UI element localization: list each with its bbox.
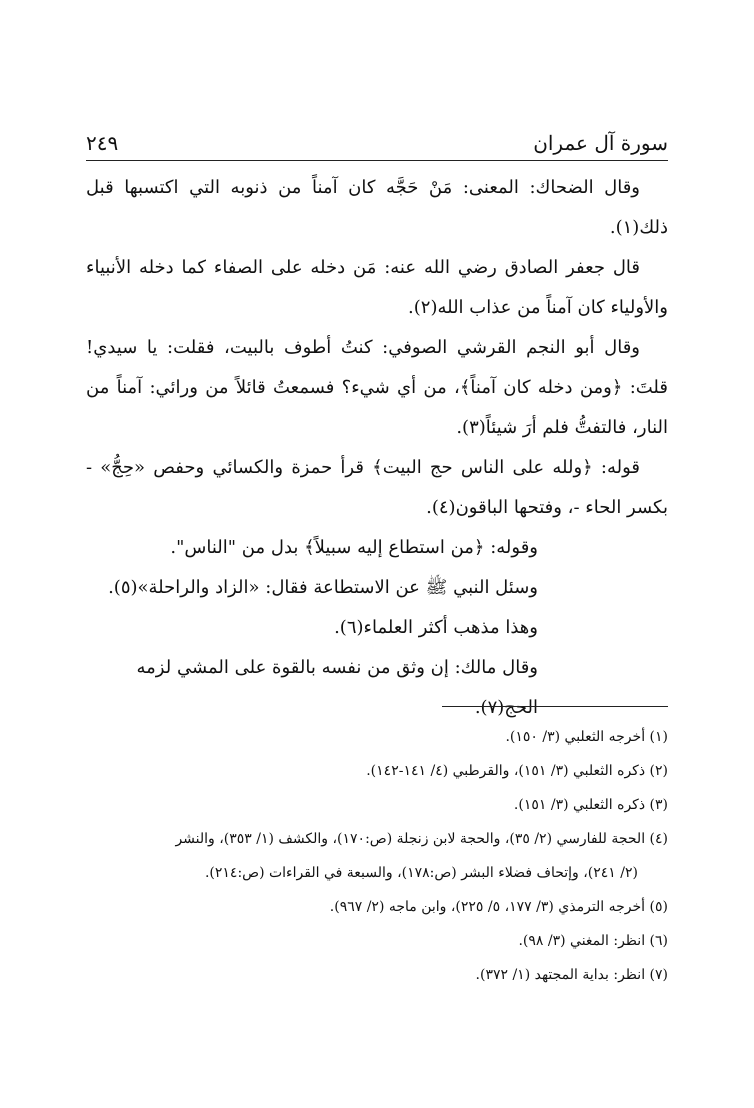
paragraph-abu-najm: وقال أبو النجم القرشي الصوفي: كنتُ أطوف بالبيت، فقلت: يا سيدي! قلتَ: ﴿ومن دخله كان آمناً﴾، من أي شيء؟ فسمعتُ قائلاً من ورائي: آمناً من النار، فالتفتُّ فلم أرَ شيئاً(٣). <box>86 337 668 438</box>
footnote-4-continued: (٢/ ٢٤١)، وإتحاف فضلاء البشر (ص:١٧٨)، والسبعة في القراءات (ص:٢١٤). <box>204 865 638 881</box>
footnote-2: (٢) ذكره الثعلبي (٣/ ١٥١)، والقرطبي (٤/ ١٤١-١٤٢). <box>366 763 668 779</box>
paragraph-malik: وقال مالك: إن وثق من نفسه بالقوة على المشي لزمه الحج(٧). <box>136 657 538 718</box>
page-number: ٢٤٩ <box>86 131 119 155</box>
header-title: سورة آل عمران <box>533 131 668 155</box>
footnote-1: (١) أخرجه الثعلبي (٣/ ١٥٠). <box>505 729 668 745</box>
paragraph-dahhak: وقال الضحاك: المعنى: مَنْ حَجَّه كان آمناً من ذنوبه التي اكتسبها قبل ذلك(١). <box>86 177 668 238</box>
footnote-4: (٤) الحجة للفارسي (٢/ ٣٥)، والحجة لابن زنجلة (ص:١٧٠)، والكشف (١/ ٣٥٣)، والنشر <box>175 831 668 847</box>
footnote-5: (٥) أخرجه الترمذي (٣/ ١٧٧، ٥/ ٢٢٥)، وابن ماجه (٢/ ٩٦٧). <box>329 899 668 915</box>
paragraph-hajj-reading: قوله: ﴿ولله على الناس حج البيت﴾ قرأ حمزة والكسائي وحفص «حِجُّ» - بكسر الحاء -، وفتحها الباقون(٤). <box>86 457 668 518</box>
running-header <box>86 126 668 161</box>
paragraph-istitaa: وقوله: ﴿من استطاع إليه سبيلاً﴾ بدل من "الناس". <box>170 537 538 558</box>
footnote-7: (٧) انظر: بداية المجتهد (١/ ٣٧٢). <box>475 967 668 983</box>
footnote-separator <box>442 706 668 707</box>
paragraph-scholars: وهذا مذهب أكثر العلماء(٦). <box>334 617 538 638</box>
footnote-6: (٦) انظر: المغني (٣/ ٩٨). <box>518 933 668 949</box>
paragraph-jafar: قال جعفر الصادق رضي الله عنه: مَن دخله على الصفاء كما دخله الأنبياء والأولياء كان آمناً من عذاب الله(٢). <box>86 257 668 318</box>
paragraph-prophet-question: وسئل النبي ﷺ عن الاستطاعة فقال: «الزاد والراحلة»(٥). <box>108 577 538 598</box>
main-text <box>86 168 668 728</box>
footnote-3: (٣) ذكره الثعلبي (٣/ ١٥١). <box>513 797 668 813</box>
footnotes <box>86 720 668 992</box>
